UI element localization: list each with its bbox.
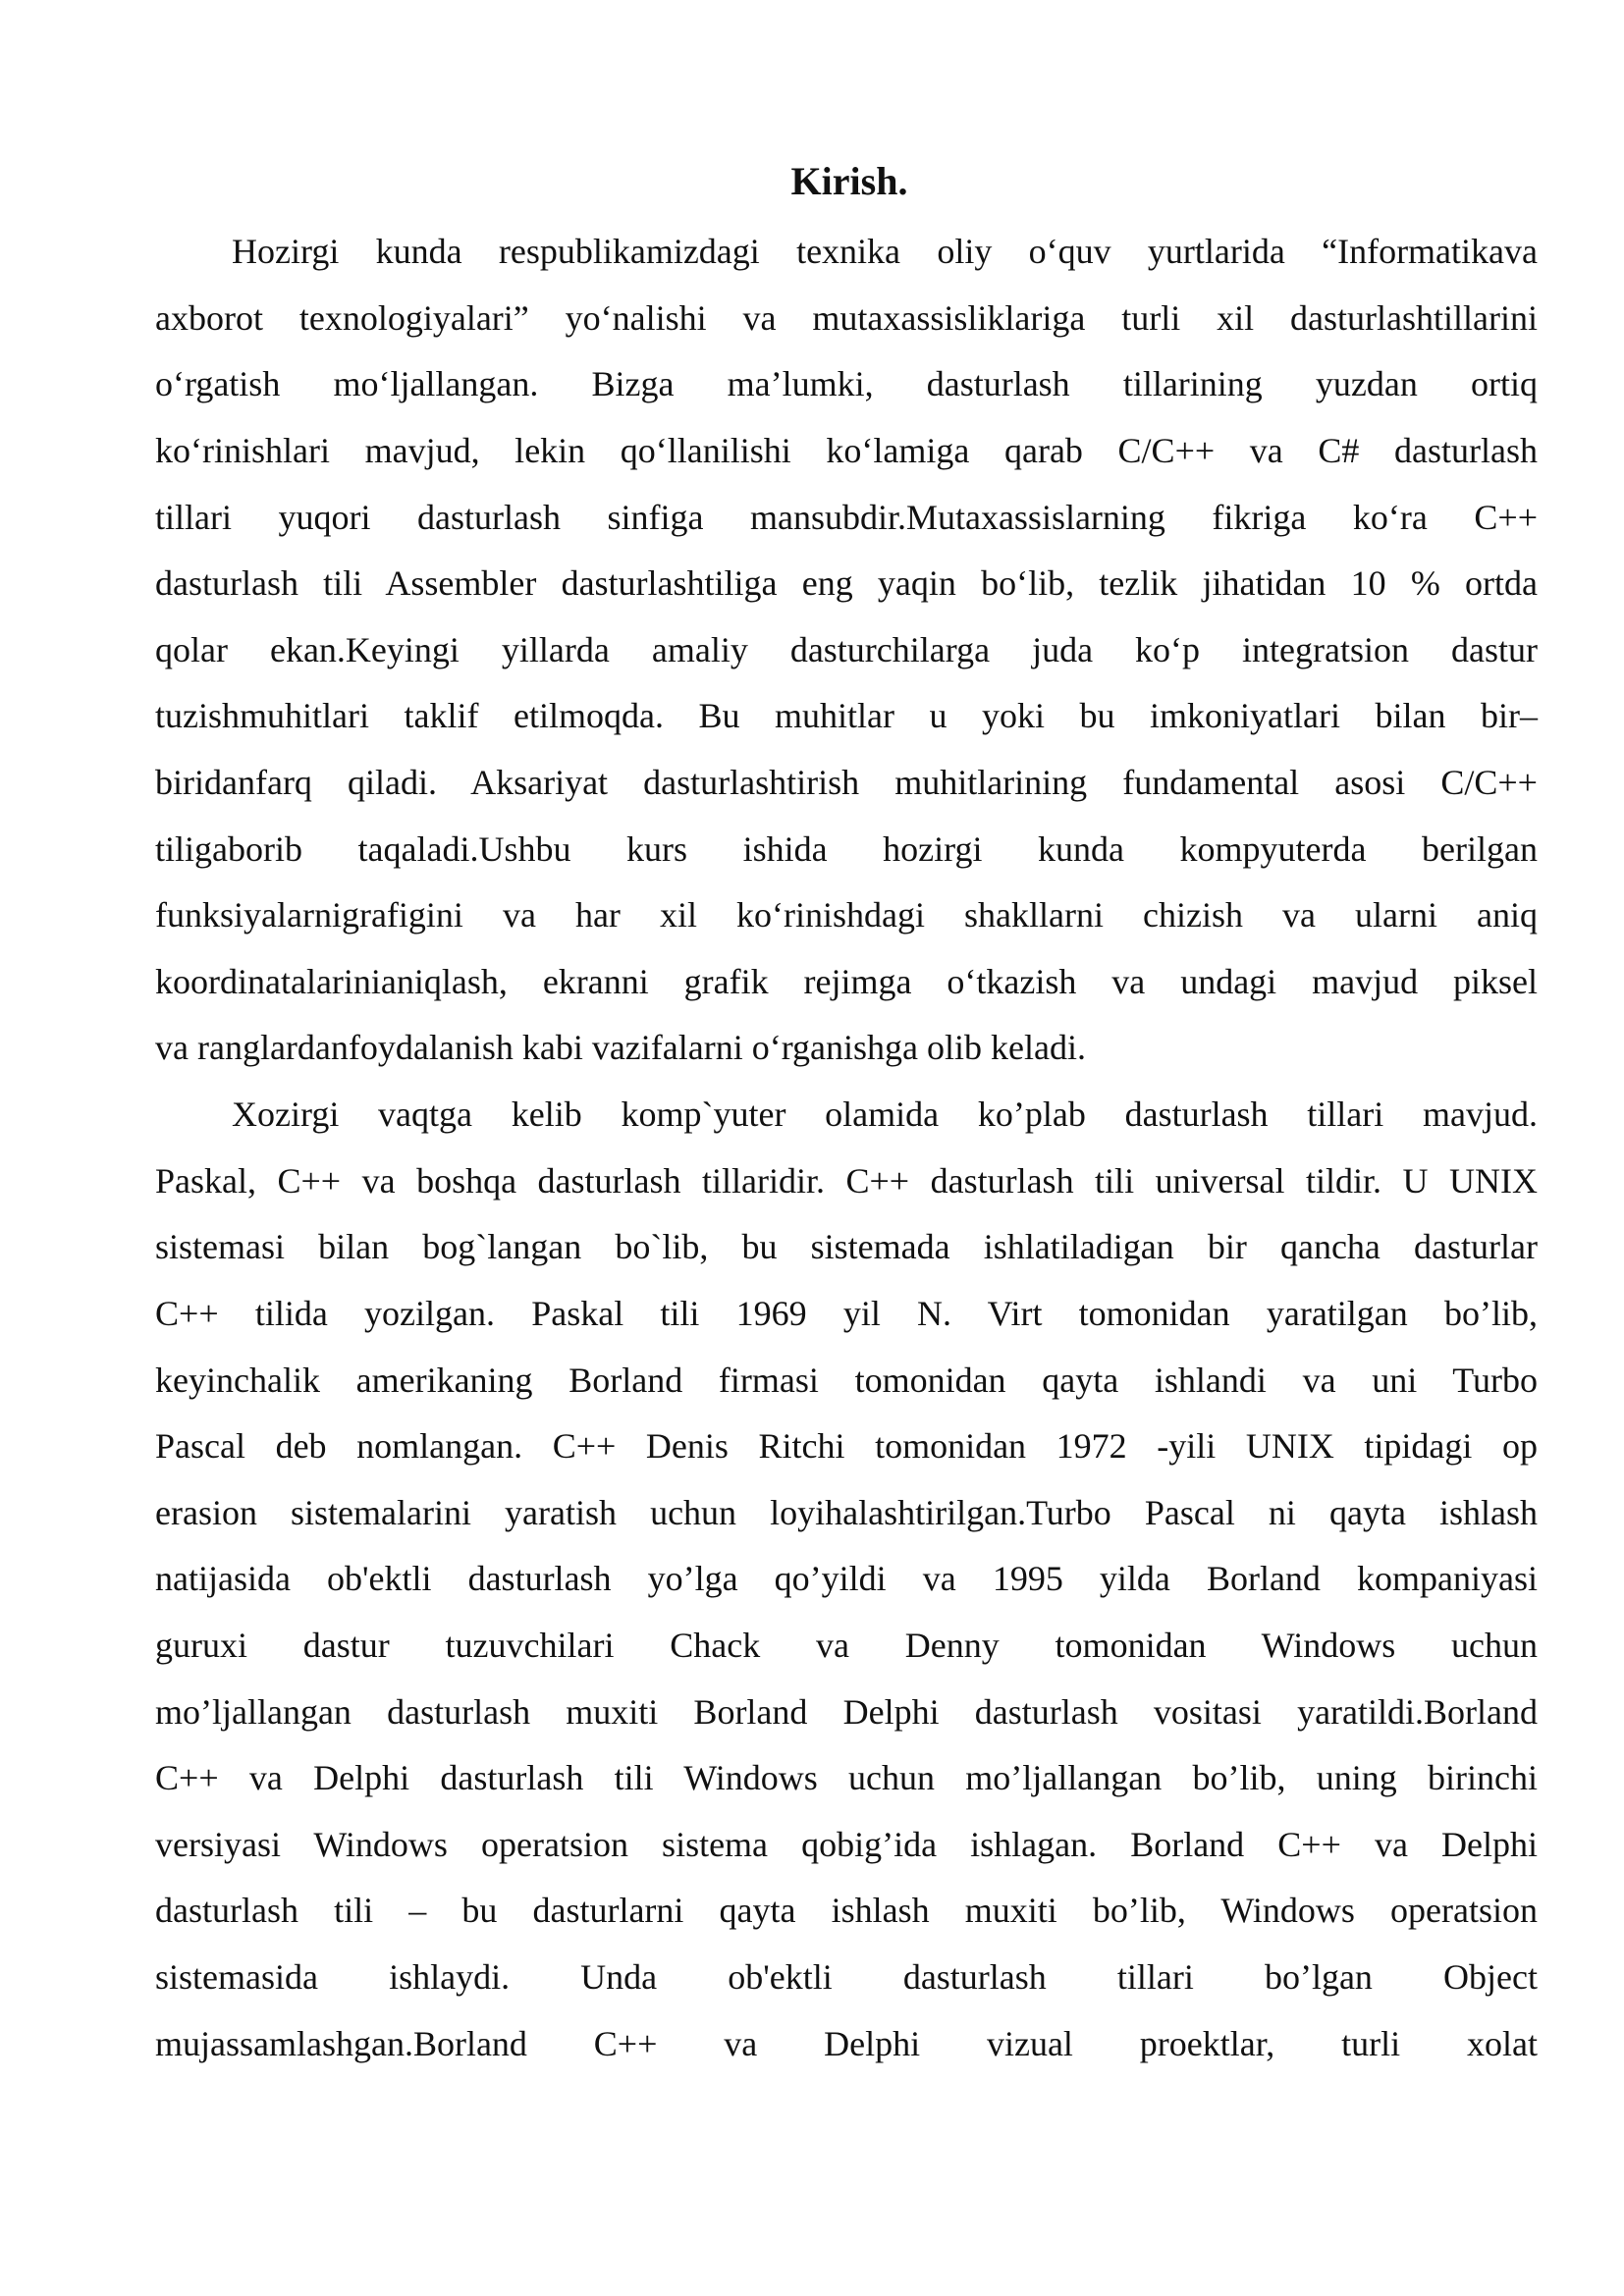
paragraph-line: dasturlash tili Assembler dasturlashtiliga eng yaqin bo‘lib, tezlik jihatidan 10 % ortda — [155, 563, 1538, 603]
paragraph-line: biridanfarq qiladi. Aksariyat dasturlashtirish muhitlarining fundamental asosi C/C++ — [155, 763, 1538, 802]
paragraph-line: versiyasi Windows operatsion sistema qobig’ida ishlagan. Borland C++ va Delphi — [155, 1825, 1538, 1864]
paragraph-line: Pascal deb nomlangan. C++ Denis Ritchi tomonidan 1972 -yili UNIX tipidagi op — [155, 1426, 1538, 1466]
paragraph-line: tillari yuqori dasturlash sinfiga mansubdir.Mutaxassislarning fikriga ko‘ra C++ — [155, 498, 1538, 537]
paragraph-line: Paskal, C++ va boshqa dasturlash tillaridir. C++ dasturlash tili universal tildir. U UNIX — [155, 1161, 1538, 1201]
paragraph-line: axborot texnologiyalari” yo‘nalishi va mutaxassisliklariga turli xil dasturlashtillarini — [155, 298, 1538, 338]
paragraph-line: qolar ekan.Keyingi yillarda amaliy dasturchilarga juda ko‘p integratsion dastur — [155, 630, 1538, 669]
paragraph-line: tiligaborib taqaladi.Ushbu kurs ishida hozirgi kunda kompyuterda berilgan — [155, 829, 1538, 869]
paragraph-line: erasion sistemalarini yaratish uchun loyihalashtirilgan.Turbo Pascal ni qayta ishlash — [155, 1493, 1538, 1532]
paragraph-line: dasturlash tili – bu dasturlarni qayta ishlash muxiti bo’lib, Windows operatsion — [155, 1891, 1538, 1930]
paragraph-line: C++ tilida yozilgan. Paskal tili 1969 yil N. Virt tomonidan yaratilgan bo’lib, — [155, 1294, 1538, 1333]
paragraph-line: natijasida ob'ektli dasturlash yo’lga qo’yildi va 1995 yilda Borland kompaniyasi — [155, 1559, 1538, 1598]
paragraph-line: sistemasi bilan bog`langan bo`lib, bu sistemada ishlatiladigan bir qancha dasturlar — [155, 1227, 1538, 1266]
paragraph-line: C++ va Delphi dasturlash tili Windows uchun mo’ljallangan bo’lib, uning birinchi — [155, 1758, 1538, 1797]
paragraph-line: va ranglardanfoydalanish kabi vazifalarni o‘rganishga olib keladi. — [155, 1028, 1086, 1067]
paragraph-line: guruxi dastur tuzuvchilari Chack va Denny tomonidan Windows uchun — [155, 1626, 1538, 1665]
paragraph-line: o‘rgatish mo‘ljallangan. Bizga ma’lumki, dasturlash tillarining yuzdan ortiq — [155, 364, 1538, 403]
paragraph-line: sistemasida ishlaydi. Unda ob'ektli dasturlash tillari bo’lgan Object — [155, 1957, 1538, 1997]
paragraph-line: mujassamlashgan.Borland C++ va Delphi vizual proektlar, turli xolat — [155, 2024, 1538, 2063]
paragraph-line: ko‘rinishlari mavjud, lekin qo‘llanilishi ko‘lamiga qarab C/C++ va C# dasturlash — [155, 431, 1538, 470]
paragraph-line: funksiyalarnigrafigini va har xil ko‘rinishdagi shakllarni chizish va ularni aniq — [155, 895, 1538, 934]
paragraph-line: Hozirgi kunda respublikamizdagi texnika oliy o‘quv yurtlarida “Informatikava — [232, 232, 1538, 271]
paragraph-line: tuzishmuhitlari taklif etilmoqda. Bu muhitlar u yoki bu imkoniyatlari bilan bir– — [155, 696, 1538, 735]
paragraph-line: mo’ljallangan dasturlash muxiti Borland Delphi dasturlash vositasi yaratildi.Borland — [155, 1692, 1538, 1732]
paragraph-line: keyinchalik amerikaning Borland firmasi tomonidan qayta ishlandi va uni Turbo — [155, 1361, 1538, 1400]
page-title: Kirish. — [790, 159, 908, 203]
paragraph-line: Xozirgi vaqtga kelib komp`yuter olamida ko’plab dasturlash tillari mavjud. — [232, 1095, 1538, 1134]
paragraph-line: koordinatalarinianiqlash, ekranni grafik rejimga o‘tkazish va undagi mavjud piksel — [155, 962, 1538, 1001]
